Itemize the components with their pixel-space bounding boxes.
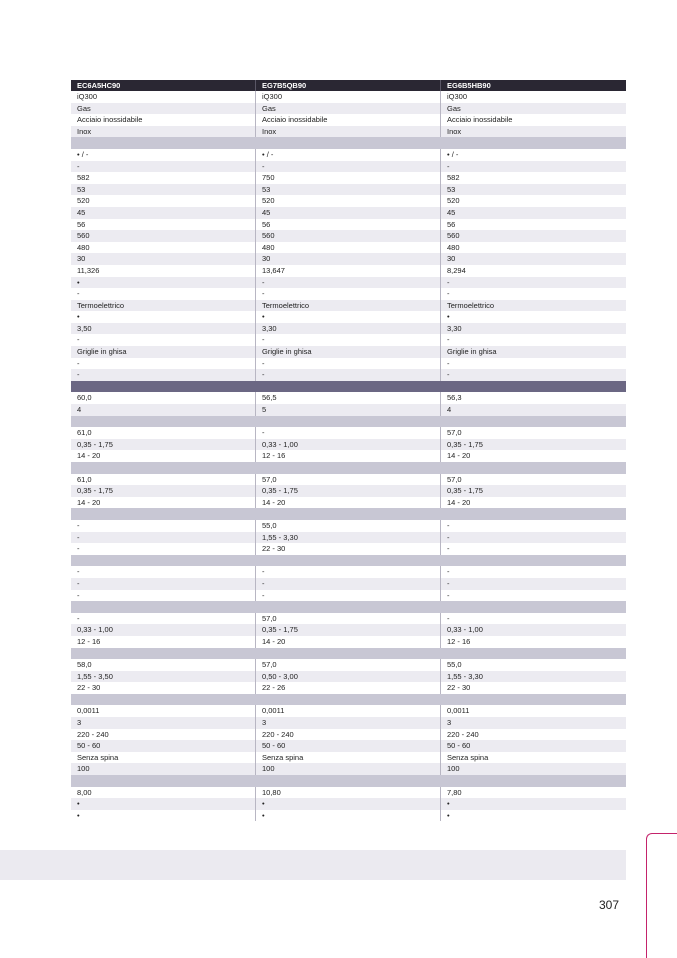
table-cell: 56 <box>447 219 456 229</box>
table-cell: 3,50 <box>71 323 256 335</box>
table-cell: 520 <box>256 195 441 207</box>
table-cell: Griglie in ghisa <box>256 346 441 358</box>
table-cell: 0,33 - 1,00 <box>256 439 441 451</box>
table-cell: 30 <box>71 253 256 265</box>
header-model-1: EC6A5HC90 <box>71 80 256 91</box>
table-row <box>71 763 626 775</box>
table-row <box>71 219 626 231</box>
table-row <box>71 172 626 184</box>
table-cell: - <box>447 613 450 623</box>
table-cell: Acciaio inossidabile <box>256 114 441 126</box>
table-cell: 61,0 <box>71 427 256 439</box>
table-row <box>71 392 626 404</box>
table-cell: 14 - 20 <box>256 636 441 648</box>
table-row <box>71 613 626 625</box>
table-cell: Griglie in ghisa <box>71 346 256 358</box>
table-cell: 0,35 - 1,75 <box>447 439 483 449</box>
table-cell: 12 - 16 <box>256 450 441 462</box>
section-divider <box>71 555 626 567</box>
table-cell: 57,0 <box>256 613 441 625</box>
table-cell: 56,3 <box>447 393 462 403</box>
table-cell: 11,326 <box>71 265 256 277</box>
table-cell: - <box>256 277 441 289</box>
table-row <box>71 149 626 161</box>
table-cell: • <box>447 799 450 809</box>
table-row <box>71 659 626 671</box>
table-row <box>71 590 626 602</box>
table-cell: 57,0 <box>256 659 441 671</box>
table-row <box>71 358 626 370</box>
table-cell: 0,33 - 1,00 <box>71 624 256 636</box>
table-cell: 1,55 - 3,30 <box>447 671 483 681</box>
table-cell: Inox <box>71 126 256 138</box>
table-cell: 7,80 <box>447 787 462 797</box>
table-row <box>71 114 626 126</box>
table-cell: Termoelettrico <box>447 300 495 310</box>
table-cell: 60,0 <box>71 392 256 404</box>
table-cell: Senza spina <box>256 752 441 764</box>
table-cell: 480 <box>447 242 460 252</box>
table-cell: Termoelettrico <box>256 300 441 312</box>
table-cell: 520 <box>447 196 460 206</box>
table-row <box>71 682 626 694</box>
table-cell: 10,80 <box>256 787 441 799</box>
table-cell: • / - <box>447 149 459 159</box>
table-cell: Gas <box>447 103 461 113</box>
table-row <box>71 578 626 590</box>
table-cell: 14 - 20 <box>447 497 471 507</box>
table-cell: 582 <box>447 173 460 183</box>
table-cell: 45 <box>71 207 256 219</box>
table-header <box>71 80 626 91</box>
footer-band <box>0 850 626 880</box>
table-cell: 4 <box>447 405 452 415</box>
table-cell: 220 - 240 <box>447 729 479 739</box>
table-row <box>71 752 626 764</box>
table-row <box>71 532 626 544</box>
table-cell: - <box>447 335 450 345</box>
table-cell: - <box>447 544 450 554</box>
table-cell: - <box>71 613 256 625</box>
section-divider <box>71 416 626 428</box>
table-cell: 0,35 - 1,75 <box>71 485 256 497</box>
table-cell: 3 <box>256 717 441 729</box>
table-cell: 50 - 60 <box>447 741 471 751</box>
table-cell: 8,294 <box>447 265 466 275</box>
table-cell: - <box>447 277 450 287</box>
table-cell: - <box>71 358 256 370</box>
table-cell: 480 <box>256 242 441 254</box>
table-cell: - <box>256 578 441 590</box>
table-cell: 220 - 240 <box>256 729 441 741</box>
table-cell: • <box>447 810 450 820</box>
table-row <box>71 103 626 115</box>
table-cell: 750 <box>256 172 441 184</box>
table-row <box>71 729 626 741</box>
table-cell: Senza spina <box>447 752 489 762</box>
table-row <box>71 300 626 312</box>
table-cell: • <box>256 311 441 323</box>
table-cell: - <box>447 532 450 542</box>
table-row <box>71 369 626 381</box>
table-cell: 8,00 <box>71 787 256 799</box>
table-row <box>71 311 626 323</box>
table-cell: 55,0 <box>447 660 462 670</box>
table-cell: 22 - 30 <box>71 682 256 694</box>
table-cell: • <box>256 810 441 822</box>
table-cell: - <box>71 578 256 590</box>
table-row <box>71 161 626 173</box>
table-row <box>71 520 626 532</box>
table-cell: • / - <box>256 149 441 161</box>
table-cell: 22 - 26 <box>256 682 441 694</box>
table-cell: - <box>71 520 256 532</box>
table-row <box>71 207 626 219</box>
section-divider <box>71 137 626 149</box>
table-cell: 22 - 30 <box>447 683 471 693</box>
table-cell: 56,5 <box>256 392 441 404</box>
table-cell: 14 - 20 <box>71 450 256 462</box>
table-cell: - <box>71 543 256 555</box>
table-cell: 3,30 <box>447 323 462 333</box>
table-cell: iQ300 <box>71 91 256 103</box>
table-row <box>71 705 626 717</box>
table-row <box>71 671 626 683</box>
table-cell: 14 - 20 <box>256 497 441 509</box>
table-cell: 100 <box>447 764 460 774</box>
table-cell: 50 - 60 <box>71 740 256 752</box>
table-row <box>71 439 626 451</box>
table-cell: 0,33 - 1,00 <box>447 625 483 635</box>
table-cell: 14 - 20 <box>447 451 471 461</box>
table-cell: - <box>71 288 256 300</box>
table-cell: 5 <box>256 404 441 416</box>
table-cell: • <box>71 277 256 289</box>
table-cell: iQ300 <box>256 91 441 103</box>
table-cell: 45 <box>256 207 441 219</box>
table-cell: Inox <box>256 126 441 138</box>
table-cell: 22 - 30 <box>256 543 441 555</box>
table-cell: 0,0011 <box>256 705 441 717</box>
table-row <box>71 288 626 300</box>
section-divider <box>71 775 626 787</box>
table-cell: 0,35 - 1,75 <box>71 439 256 451</box>
table-cell: 57,0 <box>256 474 441 486</box>
table-row <box>71 497 626 509</box>
table-cell: • <box>71 798 256 810</box>
table-cell: - <box>256 566 441 578</box>
table-cell: 14 - 20 <box>71 497 256 509</box>
table-row <box>71 787 626 799</box>
table-cell: Gas <box>256 103 441 115</box>
spec-table <box>71 80 626 821</box>
table-row <box>71 474 626 486</box>
table-cell: • <box>447 312 450 322</box>
table-cell: 1,55 - 3,30 <box>256 532 441 544</box>
table-row <box>71 346 626 358</box>
table-cell: - <box>256 369 441 381</box>
table-cell: 55,0 <box>256 520 441 532</box>
table-cell: 582 <box>71 172 256 184</box>
table-cell: - <box>71 566 256 578</box>
section-divider <box>71 508 626 520</box>
table-cell: - <box>447 590 450 600</box>
table-cell: 0,35 - 1,75 <box>447 486 483 496</box>
table-cell: Termoelettrico <box>71 300 256 312</box>
table-cell: 58,0 <box>71 659 256 671</box>
table-cell: 30 <box>447 254 456 264</box>
table-cell: - <box>447 358 450 368</box>
table-cell: - <box>71 161 256 173</box>
section-divider <box>71 462 626 474</box>
table-row <box>71 810 626 822</box>
table-cell: - <box>447 578 450 588</box>
table-cell: Inox <box>447 126 462 136</box>
header-model-3: EG6B5HB90 <box>447 81 491 90</box>
table-cell: 0,0011 <box>447 706 470 716</box>
table-cell: 560 <box>71 230 256 242</box>
table-cell: Senza spina <box>71 752 256 764</box>
table-cell: - <box>447 289 450 299</box>
table-row <box>71 740 626 752</box>
table-row <box>71 543 626 555</box>
table-row <box>71 450 626 462</box>
table-row <box>71 566 626 578</box>
table-row <box>71 427 626 439</box>
table-cell: 13,647 <box>256 265 441 277</box>
table-cell: - <box>256 590 441 602</box>
table-row <box>71 334 626 346</box>
table-cell: • <box>71 311 256 323</box>
table-row <box>71 265 626 277</box>
section-divider <box>71 694 626 706</box>
table-cell: Acciaio inossidabile <box>71 114 256 126</box>
table-row <box>71 323 626 335</box>
table-cell: - <box>256 334 441 346</box>
table-cell: - <box>447 567 450 577</box>
table-row <box>71 277 626 289</box>
table-cell: 560 <box>256 230 441 242</box>
table-cell: 0,35 - 1,75 <box>256 485 441 497</box>
table-row <box>71 242 626 254</box>
table-cell: - <box>256 358 441 370</box>
table-cell: - <box>71 369 256 381</box>
table-cell: 61,0 <box>71 474 256 486</box>
table-row <box>71 404 626 416</box>
table-cell: Gas <box>71 103 256 115</box>
table-cell: iQ300 <box>447 92 468 101</box>
section-divider <box>71 648 626 660</box>
table-cell: • <box>71 810 256 822</box>
table-cell: 3,30 <box>256 323 441 335</box>
page-number: 307 <box>599 898 620 912</box>
table-cell: 0,50 - 3,00 <box>256 671 441 683</box>
table-row <box>71 184 626 196</box>
table-row <box>71 91 626 103</box>
table-cell: • <box>256 798 441 810</box>
table-cell: - <box>71 590 256 602</box>
table-cell: Griglie in ghisa <box>447 347 497 357</box>
table-cell: 100 <box>71 763 256 775</box>
table-cell: 480 <box>71 242 256 254</box>
table-body <box>71 91 626 821</box>
table-cell: - <box>447 520 450 530</box>
table-row <box>71 253 626 265</box>
table-row <box>71 230 626 242</box>
table-cell: 220 - 240 <box>71 729 256 741</box>
table-row <box>71 126 626 138</box>
table-cell: 560 <box>447 231 460 241</box>
table-cell: 50 - 60 <box>256 740 441 752</box>
table-cell: - <box>71 334 256 346</box>
table-cell: 3 <box>447 718 452 728</box>
table-row <box>71 798 626 810</box>
table-row <box>71 485 626 497</box>
table-cell: 57,0 <box>447 474 462 484</box>
table-cell: 1,55 - 3,50 <box>71 671 256 683</box>
table-cell: 3 <box>71 717 256 729</box>
table-cell: 100 <box>256 763 441 775</box>
table-cell: 53 <box>447 184 456 194</box>
table-cell: 56 <box>256 219 441 231</box>
section-divider <box>71 601 626 613</box>
table-cell: - <box>256 288 441 300</box>
table-cell: 520 <box>71 195 256 207</box>
table-cell: 53 <box>71 184 256 196</box>
table-cell: 45 <box>447 207 456 217</box>
table-cell: 0,35 - 1,75 <box>256 624 441 636</box>
table-row <box>71 195 626 207</box>
table-cell: - <box>256 161 441 173</box>
table-cell: 0,0011 <box>71 705 256 717</box>
table-cell: 12 - 16 <box>447 636 471 646</box>
table-cell: 4 <box>71 404 256 416</box>
table-cell: 30 <box>256 253 441 265</box>
table-cell: 12 - 16 <box>71 636 256 648</box>
table-cell: Acciaio inossidabile <box>447 115 513 125</box>
table-cell: 57,0 <box>447 428 462 438</box>
table-cell: 53 <box>256 184 441 196</box>
table-cell: - <box>256 427 441 439</box>
table-cell: 56 <box>71 219 256 231</box>
table-cell: - <box>71 532 256 544</box>
corner-accent-line <box>646 833 677 958</box>
table-row <box>71 624 626 636</box>
table-row <box>71 717 626 729</box>
section-divider <box>71 381 626 393</box>
table-cell: - <box>447 161 450 171</box>
table-cell: • / - <box>71 149 256 161</box>
table-cell: - <box>447 370 450 380</box>
header-model-2: EG7B5QB90 <box>256 80 441 91</box>
table-row <box>71 636 626 648</box>
